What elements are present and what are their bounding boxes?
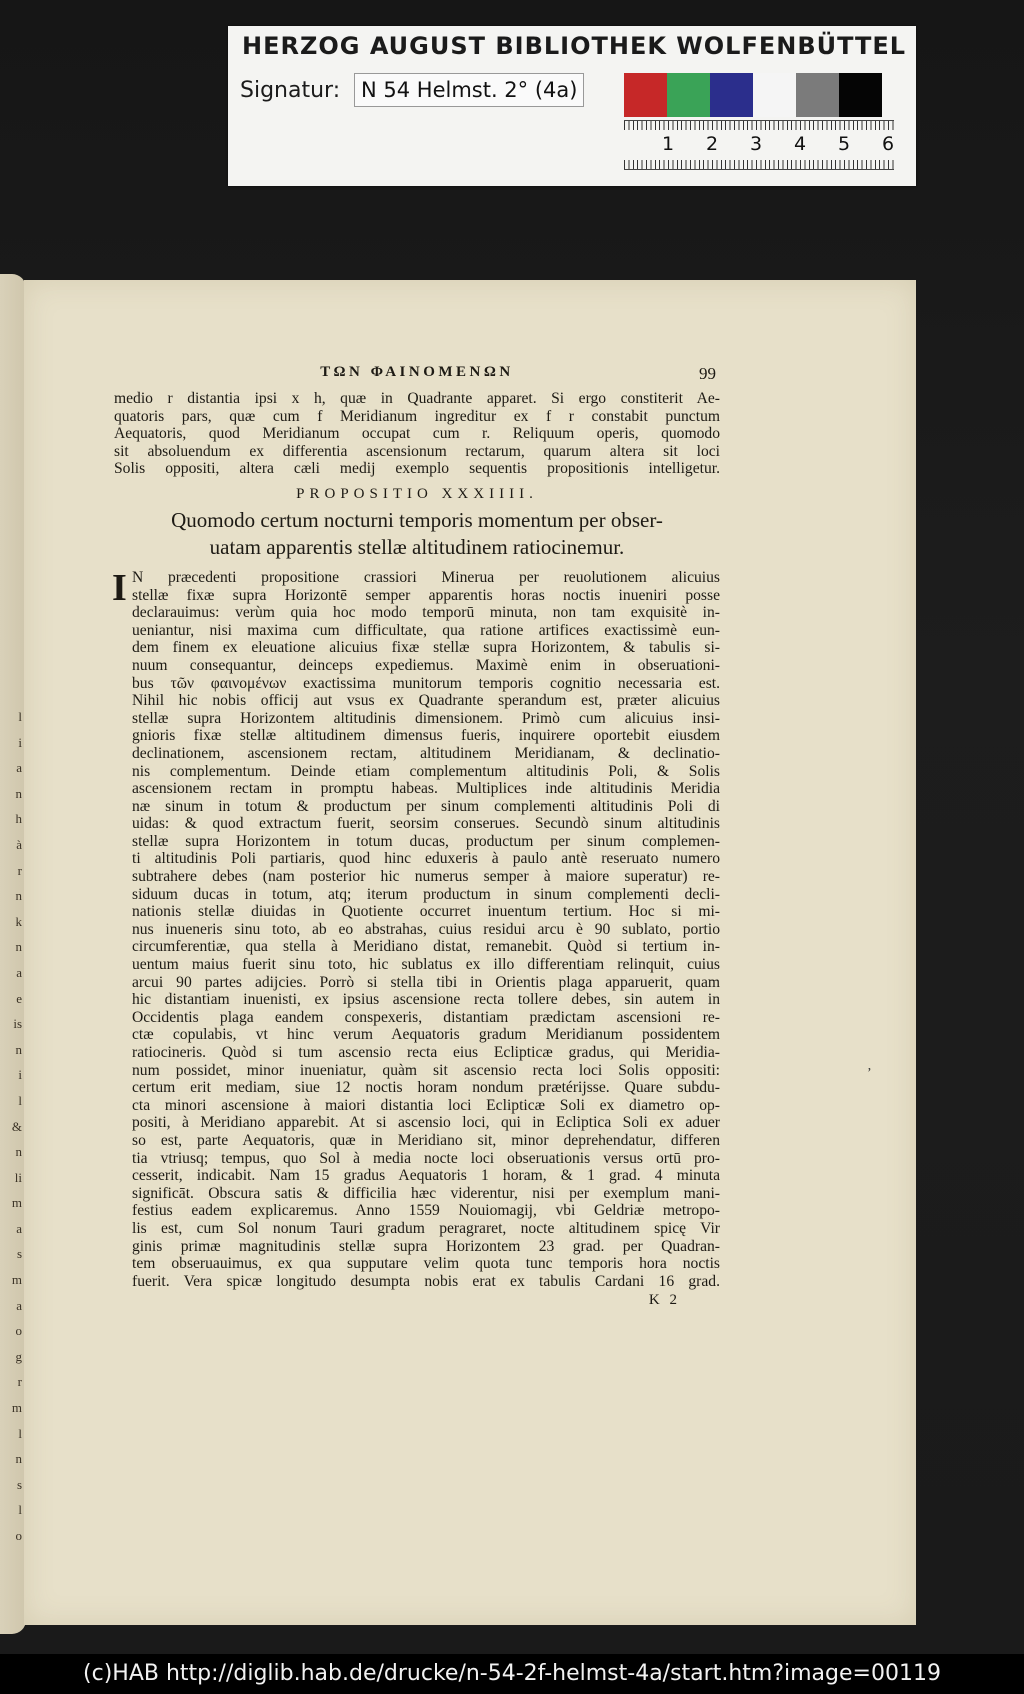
facing-page-fragment: l [18, 1425, 22, 1441]
text-line: Aequatoris, quod Meridianum occupat cum r. Reliquum operis, quomodo [114, 425, 720, 443]
facing-page-fragment: h [15, 811, 22, 827]
facing-page-fragment: m [11, 1272, 22, 1288]
facing-page-fragment: i [18, 1067, 22, 1083]
text-line: dem finem ex eleuatione alicuius fixæ stellæ supra Horizontem, & tabulis si- [132, 639, 720, 657]
text-line: nus inueneris sinu toto, ab eo abstrahas, cuius residui arcu è 90 sublato, portio [132, 920, 720, 938]
color-swatch [753, 73, 796, 117]
facing-page-fragment: n [15, 785, 22, 801]
ruler-number: 4 [794, 133, 807, 155]
text-line: uatam apparentis stellæ altitudinem ratiocinemur. [209, 534, 625, 559]
text-line: cesserit, indicabit. Nam 15 gradus Aequatoris 1 horam, & 1 grad. 4 minuta [132, 1167, 720, 1185]
text-line: subtrahere debes (nam posterior hic numerus semper à maiore superatur) re- [132, 868, 720, 886]
facing-page-fragment: i [18, 734, 22, 750]
text-line: nationis stellæ diuidas in Quotiente occurret inuentum tertium. Hoc si mi- [132, 903, 720, 921]
measurement-ruler [624, 120, 894, 170]
text-line: ctæ copulabis, vt hinc verum Aequatoris gradum Meridianum possidentem [132, 1026, 720, 1044]
facing-page-edge [0, 274, 26, 1634]
facing-page-fragments [0, 704, 22, 1549]
text-line: bus τῶν φαινομένων exactissima munitorum temporis cognitio necessaria est. [132, 674, 720, 692]
text-line: uidas: & quod extractum fuerit, seorsim conserues. Secundò sinum altitudinis [132, 815, 720, 833]
page-content [114, 364, 720, 1309]
text-line: uentum maius fuerit sinu toto, hic sublatus ex illo differentiam relinquit, cuius [132, 956, 720, 974]
text-line: N præcedenti propositione crassiori Minerua per reuolutionem alicuius [132, 568, 720, 586]
body-paragraph [112, 566, 720, 1290]
facing-page-fragment: m [11, 1195, 22, 1211]
facing-page-fragment: o [15, 1528, 22, 1543]
proposition-title [114, 507, 720, 561]
text-line: festius eadem explicaremus. Anno 1559 Nouiomagij, vbi Geldriæ metropo- [132, 1202, 720, 1220]
color-swatch [710, 73, 753, 117]
ruler-ticks-top [624, 121, 894, 130]
color-swatch [624, 73, 667, 117]
text-line: stellæ supra Horizontem altitudinis dimensionem. Primò cum alicuius insi- [132, 709, 720, 727]
text-line: quatoris pars, quæ cum f Meridianum ingreditur ex f r constabit punctum [114, 407, 720, 425]
proposition-heading: PROPOSITIO XXXIIII. [296, 485, 538, 502]
facing-page-fragment: l [18, 709, 22, 724]
color-swatches [624, 73, 882, 117]
facing-page-fragment: a [16, 1220, 22, 1236]
facing-page-fragment: n [15, 1451, 22, 1467]
ink-mark: ʼ [867, 1066, 872, 1081]
text-line: gnioris fixæ stellæ altitudinem dimensus fueris, inquirere oportebit eiusdem [132, 727, 720, 745]
text-line: significāt. Obscura satis & difficilia hæc viderentur, nisi per exemplum mani- [132, 1184, 720, 1202]
text-line: circumferentiæ, qua stella à Meridiano distat, remanebit. Quòd si tertium in- [132, 938, 720, 956]
copyright-footer: (c)HAB http://diglib.hab.de/drucke/n-54-2f-helmst-4a/start.htm?image=00119 [0, 1654, 1024, 1694]
ruler-number: 6 [882, 133, 895, 155]
signatur-value: N 54 Helmst. 2° (4a) [354, 73, 584, 107]
facing-page-fragment: l [18, 1502, 22, 1518]
facing-page-fragment: o [15, 1323, 22, 1339]
text-line: so est, parte Aequatoris, quæ in Meridiano sit, minor deprehendatur, differen [132, 1131, 720, 1149]
ruler-number: 1 [662, 133, 675, 155]
body-text [112, 566, 720, 1290]
facing-page-fragment: & [11, 1118, 22, 1134]
text-line: ginis primæ magnitudinis stellæ supra Horizontem 23 grad. per Quadran- [132, 1237, 720, 1255]
text-line: lis est, cum Sol nonum Tauri gradum peragraret, nocte altitudinem spicę Vir [132, 1219, 720, 1237]
text-line: cta minori ascensione à maiori distantia loci Eclipticæ Soli ex diametro op- [132, 1096, 720, 1114]
signatur-label: Signatur: [240, 78, 341, 103]
page-number: 99 [699, 364, 716, 383]
ruler-number: 5 [838, 133, 851, 155]
running-title: ΤΩΝ ΦΑΙΝΟΜΕΝΩΝ [320, 364, 514, 380]
text-line: hic distantiam inuenisti, ex ipsius ascensione recta tollere debes, sin autem in [132, 991, 720, 1009]
facing-page-fragment: s [16, 1246, 22, 1262]
text-line: Quomodo certum nocturni temporis momentum per obser- [171, 507, 663, 532]
text-line: arcui 90 partes adijcies. Porrò si stella tibi in Orientis plaga apparuerit, quam [132, 973, 720, 991]
text-line: stellæ supra Horizontem in totum ducas, productum per sinum complemen- [132, 832, 720, 850]
text-line: sit absoluendum ex differentia ascensionum rectarum, quarum altera sit loci [114, 442, 720, 460]
text-line: siduum ducas in totum, atq; iterum productum in sinum complementi decli- [132, 885, 720, 903]
facing-page-fragment: r [17, 862, 22, 878]
facing-page-fragment: à [16, 836, 22, 852]
text-line: tia vtriusq; tempus, quo Sol à media nocte loci obseruationis versus ortū pro- [132, 1149, 720, 1167]
text-line: declinationem, ascensionem rectam, altitudinem Meridianam, & declinatio- [132, 744, 720, 762]
facing-page-fragment: a [16, 1297, 22, 1313]
drop-capital: I [112, 566, 127, 609]
color-swatch [796, 73, 839, 117]
text-line: ascensionem rectam in promptu habeas. Multiplices inde altitudinis Meridia [132, 780, 720, 798]
text-line: tem obseruauimus, ex qua supputare velim quota tunc temporis hora noctis [132, 1255, 720, 1273]
ruler-ticks-bottom [624, 160, 894, 169]
facing-page-fragment: a [16, 964, 22, 980]
text-line: stellæ fixæ supra Horizontē semper apparentis horas noctis inueniri posse [132, 586, 720, 604]
text-line: Solis oppositi, altera cæli medij exemplo sequentis propositionis intelligetur. [114, 460, 720, 478]
text-line: nis complementum. Deinde etiam complementum altitudinis Poli, & Solis [132, 762, 720, 780]
text-line: nuum consequantur, deinceps expediemus. Maximè enim in obseruationi- [132, 656, 720, 674]
signature-mark: K 2 [648, 1292, 680, 1309]
color-swatch [839, 73, 882, 117]
text-line: certum erit mediam, siue 12 noctis horam nondum prætérijsse. Quare subdu- [132, 1079, 720, 1097]
ruler-number: 2 [706, 133, 719, 155]
facing-page-fragment: g [15, 1348, 22, 1364]
facing-page-fragment: e [16, 990, 22, 1006]
color-swatch [667, 73, 710, 117]
text-line: ti altitudinis Poli partiaris, quod hinc eduxeris à paulo antè reseruato numero [132, 850, 720, 868]
facing-page-fragment: n [15, 1144, 22, 1160]
text-line: positi, à Meridiano apparebit. At si ascensio loci, qui in Ecliptica Soli ex aduer [132, 1114, 720, 1132]
facing-page-fragment: n [15, 1041, 22, 1057]
ruler-number: 3 [750, 133, 763, 155]
facing-page-fragment: is [13, 1016, 22, 1032]
text-line: medio r distantia ipsi x h, quæ in Quadrante apparet. Si ergo constiterit Ae- [114, 390, 720, 407]
facing-page-fragment: m [11, 1400, 22, 1416]
color-calibration-card [228, 26, 916, 186]
intro-paragraph [114, 390, 720, 478]
facing-page-fragment: a [16, 760, 22, 776]
text-line: næ sinum in totum & productum per sinum complementi altitudinis Poli di [132, 797, 720, 815]
facing-page-fragment: s [16, 1476, 22, 1492]
running-head [114, 364, 720, 390]
library-name: HERZOG AUGUST BIBLIOTHEK WOLFENBÜTTEL [242, 32, 907, 60]
facing-page-fragment: n [15, 888, 22, 904]
facing-page-fragment: r [17, 1374, 22, 1390]
text-line: fuerit. Vera spicæ longitudo desumpta nobis erat ex tabulis Cardani 16 grad. [132, 1272, 720, 1290]
text-line: declarauimus: verùm quia hoc modo temporū minuta, non tam exquisitè in- [132, 604, 720, 622]
facing-page-fragment: k [15, 913, 22, 929]
text-line: Nihil hic nobis officij aut vsus ex Quadrante sperandum est, præter alicuius [132, 692, 720, 710]
book-page [24, 280, 916, 1625]
facing-page-fragment: li [14, 1169, 22, 1185]
text-line: ratiocineris. Quòd si tum ascensio recta eius Eclipticæ gradus, qui Meridia- [132, 1044, 720, 1061]
facing-page-fragment: l [18, 1092, 22, 1108]
text-line: num possidet, minor inueniatur, quàm sit ascensio recta loci Solis oppositi: [132, 1061, 720, 1079]
facing-page-fragment: n [15, 939, 22, 955]
text-line: Occidentis plaga eandem conspexeris, distantiam prædictam ascensioni re- [132, 1008, 720, 1026]
text-line: ueniantur, nisi maxima cum difficultate, qua ratione artifices exactissimè eun- [132, 621, 720, 639]
